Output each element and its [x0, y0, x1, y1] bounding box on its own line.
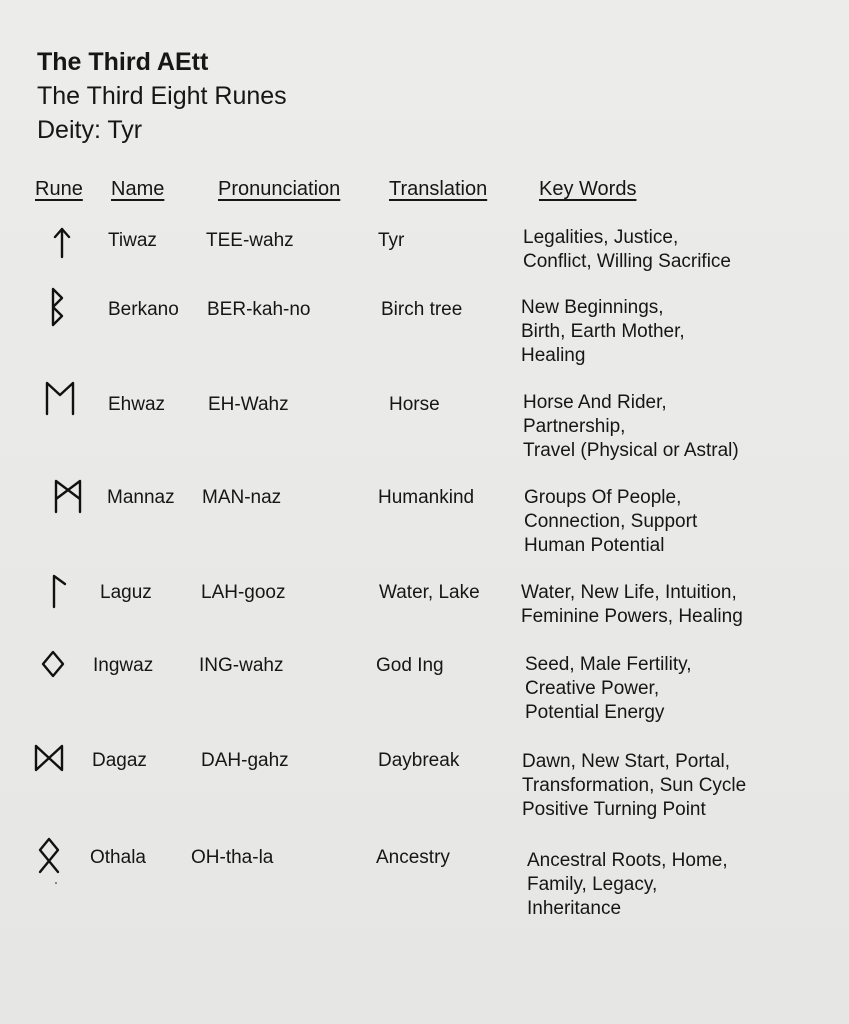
page-subtitle: The Third Eight Runes	[37, 82, 287, 110]
keyword-line: Potential Energy	[525, 702, 665, 723]
keyword-line: Conflict, Willing Sacrifice	[523, 251, 731, 272]
rune-translation: Ancestry	[376, 847, 450, 868]
berkano-rune-icon	[48, 287, 68, 327]
keyword-line: Connection, Support	[524, 511, 698, 532]
rune-name: Dagaz	[92, 750, 147, 771]
dagaz-rune-icon	[33, 743, 65, 773]
rune-pronunciation: TEE-wahz	[206, 230, 294, 251]
rune-pronunciation: MAN-naz	[202, 487, 282, 508]
keyword-line: Family, Legacy,	[527, 874, 658, 895]
rune-pronunciation: OH-tha-la	[191, 847, 274, 868]
rune-keywords	[521, 296, 685, 368]
header-pronunciation: Pronunciation	[218, 178, 341, 200]
rune-translation: God Ing	[376, 655, 444, 676]
keyword-line: Ancestral Roots, Home,	[527, 850, 728, 871]
keyword-line: Groups Of People,	[524, 487, 682, 508]
ehwaz-rune-icon	[44, 380, 76, 416]
keyword-line: Travel (Physical or Astral)	[523, 440, 739, 461]
rune-translation: Humankind	[378, 487, 475, 508]
tiwaz-rune-icon	[52, 226, 72, 258]
keyword-line: Legalities, Justice,	[523, 227, 679, 248]
keyword-line: Dawn, New Start, Portal,	[522, 751, 731, 772]
ingwaz-rune-icon	[40, 650, 66, 678]
rune-translation: Horse	[389, 394, 440, 415]
keyword-line: Positive Turning Point	[522, 799, 706, 820]
rune-keywords	[523, 226, 731, 274]
deity-label: Deity: Tyr	[37, 116, 143, 144]
keyword-line: Healing	[521, 345, 586, 366]
rune-pronunciation: DAH-gahz	[201, 750, 289, 771]
header-name: Name	[111, 178, 165, 200]
rune-name: Tiwaz	[108, 230, 157, 251]
rune-name: Othala	[90, 847, 146, 868]
rune-keywords	[527, 849, 728, 921]
rune-pronunciation: EH-Wahz	[208, 394, 289, 415]
rune-keywords	[522, 750, 746, 822]
header-translation: Translation	[389, 178, 488, 200]
keyword-line: Water, New Life, Intuition,	[521, 582, 737, 603]
keyword-line: Creative Power,	[525, 678, 660, 699]
rune-name: Ehwaz	[108, 394, 166, 415]
othala-rune-icon	[34, 836, 64, 886]
keyword-line: Birth, Earth Mother,	[521, 321, 685, 342]
rune-name: Berkano	[108, 299, 179, 320]
rune-translation: Tyr	[378, 230, 405, 251]
keyword-line: Transformation, Sun Cycle	[522, 775, 747, 796]
rune-name: Mannaz	[107, 487, 175, 508]
rune-name: Ingwaz	[93, 655, 154, 676]
keyword-line: Inheritance	[527, 898, 622, 919]
rune-pronunciation: ING-wahz	[199, 655, 284, 676]
rune-name: Laguz	[100, 582, 152, 603]
laguz-rune-icon	[50, 573, 70, 609]
rune-translation: Water, Lake	[379, 582, 480, 603]
header-rune: Rune	[35, 178, 83, 200]
rune-keywords	[524, 486, 697, 558]
rune-translation: Birch tree	[381, 299, 463, 320]
keyword-line: Seed, Male Fertility,	[525, 654, 692, 675]
keyword-line: Horse And Rider,	[523, 392, 667, 413]
header-key-words: Key Words	[539, 178, 637, 200]
rune-pronunciation: BER-kah-no	[207, 299, 311, 320]
mannaz-rune-icon	[53, 478, 83, 514]
page-title: The Third AEtt	[37, 48, 209, 76]
rune-keywords	[521, 581, 743, 629]
rune-pronunciation: LAH-gooz	[201, 582, 286, 603]
keyword-line: New Beginnings,	[521, 297, 664, 318]
keyword-line: Feminine Powers, Healing	[521, 606, 743, 627]
rune-keywords	[523, 391, 739, 463]
rune-keywords	[525, 653, 691, 725]
rune-translation: Daybreak	[378, 750, 460, 771]
keyword-line: Human Potential	[524, 535, 665, 556]
keyword-line: Partnership,	[523, 416, 626, 437]
